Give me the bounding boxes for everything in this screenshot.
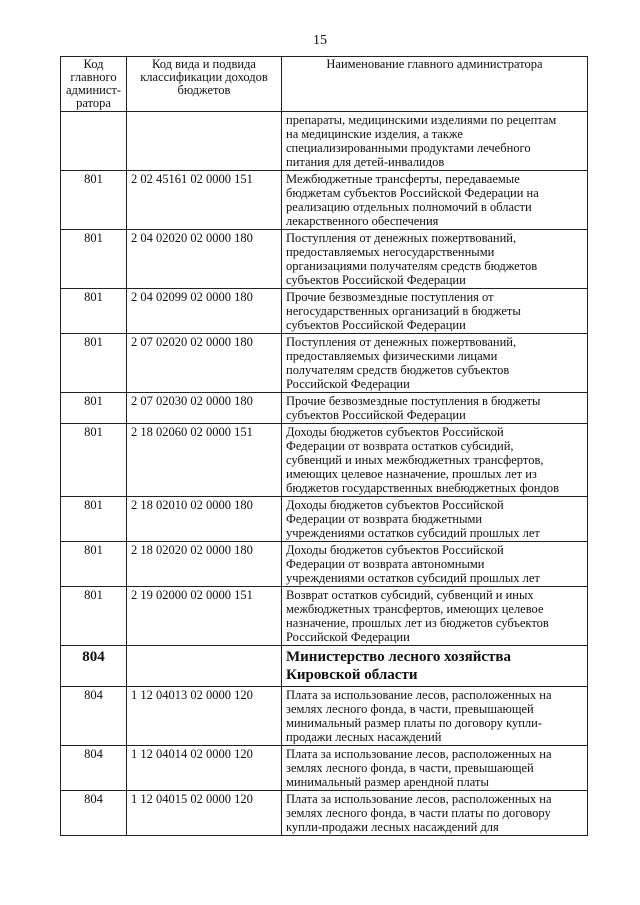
table-header-row	[61, 57, 588, 112]
cell-admin-name	[282, 687, 588, 746]
cell-admin-name	[282, 542, 588, 587]
cell-kbk-code: 2 04 02020 02 0000 180	[127, 230, 282, 289]
cell-kbk-code: 2 02 45161 02 0000 151	[127, 171, 282, 230]
cell-kbk-code: 2 07 02020 02 0000 180	[127, 334, 282, 393]
table-row	[61, 171, 588, 230]
cell-kbk-code: 2 04 02099 02 0000 180	[127, 289, 282, 334]
cell-admin-code: 801	[61, 230, 127, 289]
cell-admin-code: 804	[61, 746, 127, 791]
cell-admin-code: 801	[61, 497, 127, 542]
admin-name-text: Доходы бюджетов субъектов Российской Федерации от возврата автономными учреждениями остатков субсидий прошлых лет	[286, 543, 540, 585]
cell-admin-name	[282, 230, 588, 289]
admin-name-text: Доходы бюджетов субъектов Российской Федерации от возврата бюджетными учреждениями остатков субсидий прошлых лет	[286, 498, 540, 540]
cell-kbk-code: 1 12 04015 02 0000 120	[127, 791, 282, 836]
cell-admin-name	[282, 646, 588, 687]
table-row	[61, 687, 588, 746]
cell-kbk-code: 1 12 04013 02 0000 120	[127, 687, 282, 746]
revenue-administrators-table	[60, 56, 588, 836]
admin-name-text: Плата за использование лесов, расположенных на землях лесного фонда, в части, превышающей минимальный размер платы по договору купли- продажи лесных насаждений	[286, 688, 552, 744]
admin-name-text: Доходы бюджетов субъектов Российской Федерации от возврата остатков субсидий, субвенций и иных межбюджетных трансфертов, имеющих целевое назначение, прошлых лет из бюджетов государственных внебюджетных фондов	[286, 425, 559, 495]
table-row	[61, 542, 588, 587]
admin-name-text: Межбюджетные трансферты, передаваемые бюджетам субъектов Российской Федерации на реализацию отдельных полномочий в области лекарственного обеспечения	[286, 172, 539, 228]
cell-admin-code: 801	[61, 171, 127, 230]
cell-admin-code: 801	[61, 393, 127, 424]
header-admin-code: Код главного админист-ратора	[61, 57, 127, 112]
cell-kbk-code	[127, 646, 282, 687]
header-admin-name: Наименование главного администратора	[282, 57, 588, 112]
cell-kbk-code: 2 07 02030 02 0000 180	[127, 393, 282, 424]
table-row	[61, 746, 588, 791]
cell-admin-code: 804	[61, 687, 127, 746]
table-row	[61, 230, 588, 289]
cell-admin-code: 801	[61, 424, 127, 497]
table-row	[61, 497, 588, 542]
admin-name-text: Возврат остатков субсидий, субвенций и иных межбюджетных трансфертов, имеющих целевое назначение, прошлых лет из бюджетов субъектов Российской Федерации	[286, 588, 549, 644]
cell-admin-name	[282, 587, 588, 646]
page-number: 15	[313, 33, 327, 48]
table-row	[61, 424, 588, 497]
cell-kbk-code: 2 18 02010 02 0000 180	[127, 497, 282, 542]
cell-admin-name	[282, 497, 588, 542]
table-row	[61, 334, 588, 393]
cell-admin-name	[282, 334, 588, 393]
table-body	[61, 112, 588, 836]
cell-admin-name	[282, 112, 588, 171]
admin-name-text: Плата за использование лесов, расположенных на землях лесного фонда, в части платы по договору купли-продажи лесных насаждений для	[286, 792, 552, 834]
admin-name-text: Прочие безвозмездные поступления в бюджеты субъектов Российской Федерации	[286, 394, 541, 422]
cell-kbk-code: 2 18 02060 02 0000 151	[127, 424, 282, 497]
table-row	[61, 112, 588, 171]
cell-admin-code: 801	[61, 289, 127, 334]
cell-admin-code: 801	[61, 587, 127, 646]
cell-admin-code	[61, 112, 127, 171]
table-row	[61, 393, 588, 424]
table-row	[61, 791, 588, 836]
cell-admin-code: 801	[61, 542, 127, 587]
cell-admin-name	[282, 393, 588, 424]
admin-name-text: Плата за использование лесов, расположенных на землях лесного фонда, в части, превышающей минимальный размер арендной платы	[286, 747, 552, 789]
cell-admin-code: 804	[61, 791, 127, 836]
cell-admin-name	[282, 424, 588, 497]
admin-name-text: Поступления от денежных пожертвований, предоставляемых негосударственными организациями получателям средств бюджетов субъектов Российской Федерации	[286, 231, 538, 287]
admin-name-text: препараты, медицинскими изделиями по рецептам на медицинские изделия, а также специализированными продуктами лечебного питания для детей-инвалидов	[286, 113, 557, 169]
table-row	[61, 289, 588, 334]
table-row	[61, 587, 588, 646]
header-kbk-code: Код вида и подвида классификации доходов бюджетов	[127, 57, 282, 112]
cell-kbk-code: 2 18 02020 02 0000 180	[127, 542, 282, 587]
admin-name-text: Прочие безвозмездные поступления от негосударственных организаций в бюджеты субъектов Российской Федерации	[286, 290, 521, 332]
cell-kbk-code	[127, 112, 282, 171]
admin-name-text: Министерство лесного хозяйства Кировской области	[286, 649, 511, 683]
cell-admin-code: 804	[61, 646, 127, 687]
cell-admin-code: 801	[61, 334, 127, 393]
cell-admin-name	[282, 289, 588, 334]
admin-name-text: Поступления от денежных пожертвований, предоставляемых физическими лицами получателям средств бюджетов субъектов Российской Федерации	[286, 335, 517, 391]
cell-admin-name	[282, 791, 588, 836]
cell-kbk-code: 2 19 02000 02 0000 151	[127, 587, 282, 646]
cell-admin-name	[282, 746, 588, 791]
table-row-section-header	[61, 646, 588, 687]
cell-kbk-code: 1 12 04014 02 0000 120	[127, 746, 282, 791]
cell-admin-name	[282, 171, 588, 230]
